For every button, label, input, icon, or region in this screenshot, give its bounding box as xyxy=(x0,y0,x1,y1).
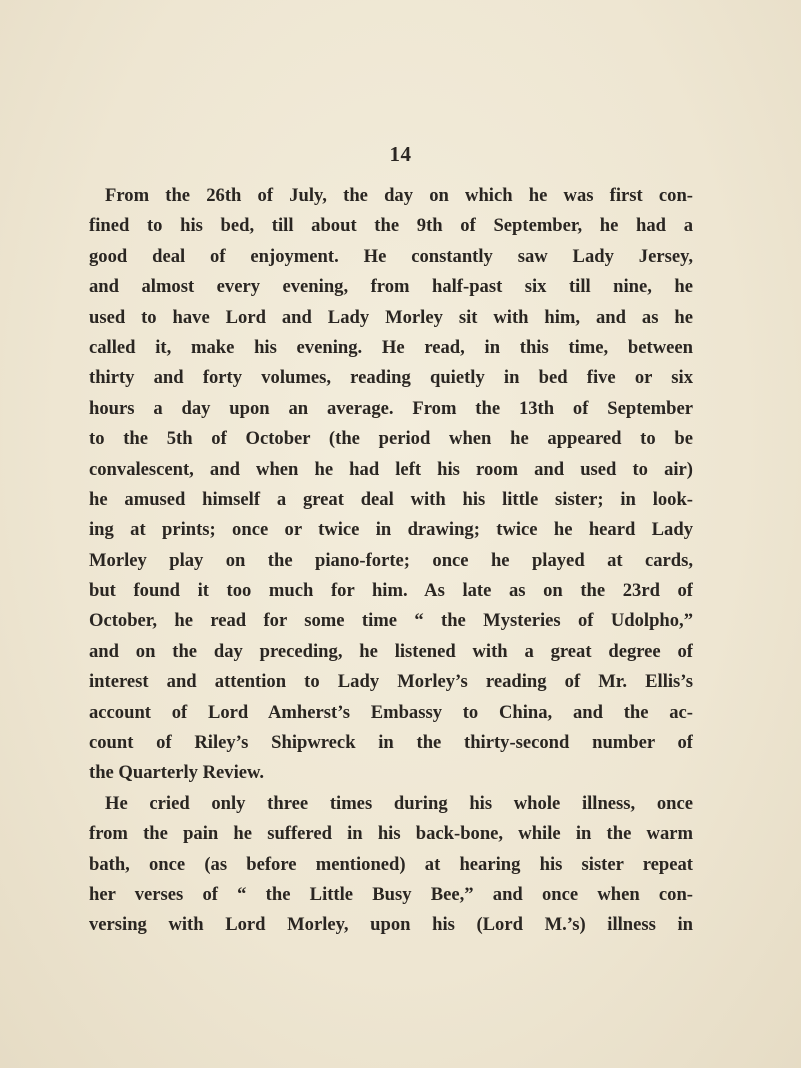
text-line: Morley play on the piano-forte; once he played at cards, xyxy=(89,549,693,571)
text-line: and on the day preceding, he listened with a great degree of xyxy=(89,640,693,662)
text-line: ing at prints; once or twice in drawing; twice he heard Lady xyxy=(89,519,693,541)
text-line: but found it too much for him. As late as on the 23rd of xyxy=(89,580,693,602)
text-line: convalescent, and when he had left his room and used to air) xyxy=(89,458,693,480)
text-line: her verses of “ the Little Busy Bee,” and once when con- xyxy=(89,883,693,905)
text-line: and almost every evening, from half-past six till nine, he xyxy=(89,276,693,298)
text-line: from the pain he suffered in his back-bone, while in the warm xyxy=(89,823,693,845)
text-line: used to have Lord and Lady Morley sit with him, and as he xyxy=(89,306,693,328)
text-line: October, he read for some time “ the Mysteries of Udolpho,” xyxy=(89,610,693,632)
page-number: 14 xyxy=(389,142,412,166)
text-line: fined to his bed, till about the 9th of September, he had a xyxy=(89,215,693,237)
text-line: account of Lord Amherst’s Embassy to China, and the ac- xyxy=(89,701,693,723)
text-line: thirty and forty volumes, reading quietly in bed five or six xyxy=(89,367,693,389)
text-line: he amused himself a great deal with his little sister; in look- xyxy=(89,488,693,510)
text-line: count of Riley’s Shipwreck in the thirty-second number of xyxy=(89,732,693,754)
text-line: to the 5th of October (the period when he appeared to be xyxy=(89,428,693,450)
text-line: bath, once (as before mentioned) at hearing his sister repeat xyxy=(89,853,693,875)
text-line: the Quarterly Review. xyxy=(89,762,265,784)
text-line: He cried only three times during his whole illness, once xyxy=(105,792,693,814)
text-line: interest and attention to Lady Morley’s reading of Mr. Ellis’s xyxy=(89,671,693,693)
text-line: called it, make his evening. He read, in this time, between xyxy=(89,336,693,358)
text-line: hours a day upon an average. From the 13th of September xyxy=(89,397,693,419)
text-line: good deal of enjoyment. He constantly saw Lady Jersey, xyxy=(89,245,693,267)
text-line: From the 26th of July, the day on which he was first con- xyxy=(105,185,693,206)
body-text xyxy=(89,181,693,941)
text-line: versing with Lord Morley, upon his (Lord M.’s) illness in xyxy=(89,914,693,936)
